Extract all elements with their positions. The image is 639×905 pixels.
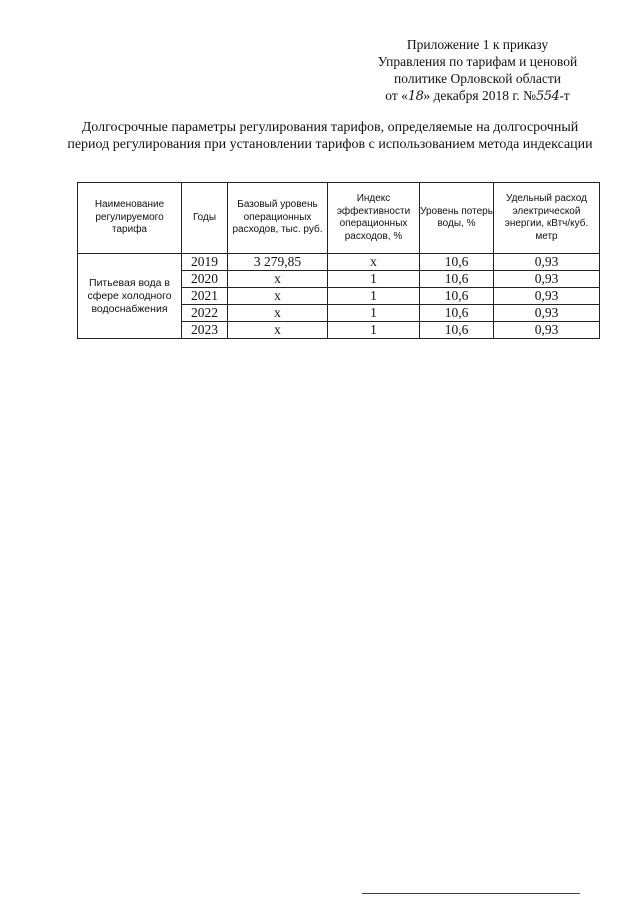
- efficiency-index-cell: 1: [328, 271, 420, 288]
- document-title: Долгосрочные параметры регулирования тарифов, определяемые на долгосрочный период регулирования при установлении тарифов с использованием метода индексации: [67, 120, 593, 152]
- efficiency-index-cell: 1: [328, 288, 420, 305]
- handwritten-order-number: 554: [535, 89, 560, 104]
- order-header: [360, 36, 595, 105]
- base-costs-cell: х: [228, 322, 328, 339]
- base-costs-cell: х: [228, 271, 328, 288]
- base-costs-cell: 3 279,85: [228, 254, 328, 271]
- energy-consumption-cell: 0,93: [494, 288, 600, 305]
- parameters-table: [77, 182, 600, 339]
- table-header-row: [78, 183, 600, 254]
- water-loss-cell: 10,6: [420, 288, 494, 305]
- order-suffix: -т: [559, 88, 570, 103]
- year-cell: 2020: [182, 271, 228, 288]
- column-header-tariff-name: Наименование регулируемого тарифа: [78, 183, 182, 254]
- year-cell: 2019: [182, 254, 228, 271]
- footer-rule: [362, 893, 580, 894]
- header-line-3: политике Орловской области: [394, 71, 561, 86]
- column-header-years: Годы: [182, 183, 228, 254]
- column-header-energy-consumption: Удельный расход электрической энергии, кВтч/куб. метр: [494, 183, 600, 254]
- base-costs-cell: х: [228, 305, 328, 322]
- water-loss-cell: 10,6: [420, 254, 494, 271]
- date-prefix: от «: [385, 88, 408, 103]
- header-date-line: [360, 87, 595, 105]
- water-loss-cell: 10,6: [420, 322, 494, 339]
- energy-consumption-cell: 0,93: [494, 322, 600, 339]
- energy-consumption-cell: 0,93: [494, 271, 600, 288]
- date-middle: » декабря 2018 г. №: [423, 88, 536, 103]
- tariff-name-cell: Питьевая вода в сфере холодного водоснабжения: [78, 254, 182, 339]
- column-header-base-costs: Базовый уровень операционных расходов, тыс. руб.: [228, 183, 328, 254]
- year-cell: 2021: [182, 288, 228, 305]
- efficiency-index-cell: 1: [328, 322, 420, 339]
- handwritten-day: 18: [407, 89, 424, 104]
- year-cell: 2022: [182, 305, 228, 322]
- column-header-efficiency-index: Индекс эффективности операционных расходов, %: [328, 183, 420, 254]
- year-cell: 2023: [182, 322, 228, 339]
- water-loss-cell: 10,6: [420, 305, 494, 322]
- column-header-water-loss: Уровень потерь воды, %: [420, 183, 494, 254]
- energy-consumption-cell: 0,93: [494, 305, 600, 322]
- efficiency-index-cell: 1: [328, 305, 420, 322]
- header-line-2: Управления по тарифам и ценовой: [377, 54, 578, 69]
- header-line-1: Приложение 1 к приказу: [406, 37, 549, 52]
- water-loss-cell: 10,6: [420, 271, 494, 288]
- energy-consumption-cell: 0,93: [494, 254, 600, 271]
- table-row: [78, 254, 600, 271]
- base-costs-cell: х: [228, 288, 328, 305]
- efficiency-index-cell: х: [328, 254, 420, 271]
